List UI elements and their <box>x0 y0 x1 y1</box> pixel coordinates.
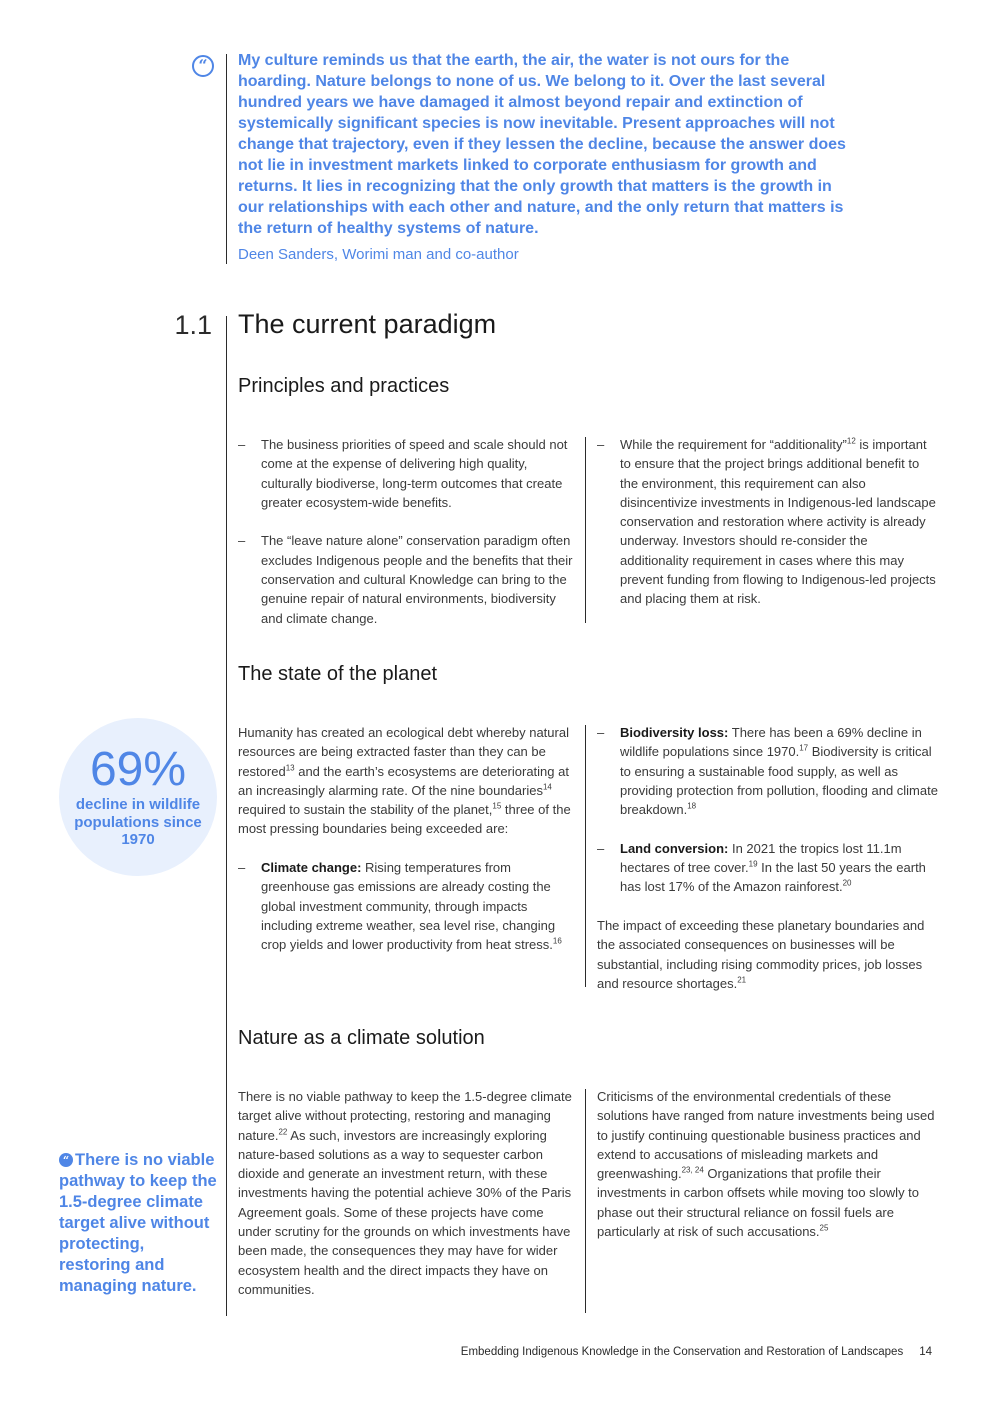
stat-circle <box>59 718 217 876</box>
quote-text: My culture reminds us that the earth, the air, the water is not ours for the hoarding. Nature belongs to none of us. We belong to it. Over the last several hundred years we have damaged it almost beyond repair and extinction of systemically significant species is now inevitable. Present approaches will not change that trajectory, even if they lessen the decline, because the answer does not lie in investment markets linked to corporate enthusiasm for growth and returns. It lies in recognizing that the only growth that matters is the growth in our relationships with each other and nature, and the only return that matters is the return of healthy systems of nature. <box>238 52 846 237</box>
planet-right-column <box>597 723 942 993</box>
list-item: – The business priorities of speed and scale should not come at the expense of delivering high quality, culturally biodiverse, long-term outcomes that create greater ecosystem-wide benefits. <box>238 437 568 510</box>
list-item: – Climate change: Rising temperatures from greenhouse gas emissions are already costing the global investment community, through impacts including extreme weather, sea level rise, changing crop yields and lower productivity from heat stress.$^{16}$ <box>238 860 562 953</box>
planet-heading: The state of the planet <box>238 663 438 685</box>
climate-right-column: Criticisms of the environmental credentials of these solutions have ranged from nature investments being used to justify continuing questionable business practices and extend to accusations of misleading markets and greenwashing.$^{23, 24}$ Organizations that profile their investments in carbon offsets while moving too slowly to phase out their structural reliance on fossil fuels are particularly at risk of such accusations.$^{25}$ <box>597 1089 935 1240</box>
quote-divider <box>226 54 227 264</box>
climate-left-column: There is no viable pathway to keep the 1.5-degree climate target alive without protecting, restoring and managing nature.$^{22}$ As such, investors are increasingly exploring nature-based solutions as a way to sequester carbon dioxide and generate an investment return, with these investments having the potential achieve 30% of the Paris Agreement goals. Some of these projects have come under scrutiny for the grounds on which investments have been made, the consequences they may have for wider ecosystem health and the direct impacts they have on communities. <box>238 1089 572 1297</box>
column-divider <box>585 1089 586 1313</box>
principles-heading: Principles and practices <box>238 375 450 397</box>
footer-title: Embedding Indigenous Knowledge in the Conservation and Restoration of Landscapes <box>460 1346 904 1358</box>
column-divider <box>585 437 586 623</box>
column-divider <box>585 725 586 987</box>
page-number: 14 <box>919 1346 932 1358</box>
climate-solution-heading: Nature as a climate solution <box>238 1027 485 1049</box>
planet-intro: Humanity has created an ecological debt whereby natural resources are being extracted faster than they can be restored$^{13}$ and the earth’s ecosystems are deteriorating at an increasingly alarming rate. Of the nine boundaries$^{14}$ required to sustain the stability of the planet,$^{15}$ three of the most pressing boundaries being exceeded are: <box>238 725 571 837</box>
section-number: 1.1 <box>174 310 212 340</box>
stat-value: 69% <box>89 743 187 796</box>
list-item: – While the requirement for “additionality”$^{12}$ is important to ensure that the project brings additional benefit to the environment, this requirement can also disincentivize investments in Indigenous-led landscape conservation and restoration where activity is already underway. Investors should re-consider the additionality requirement in cases where this may prevent funding from flowing to Indigenous-led projects and placing them at risk. <box>597 436 936 607</box>
principles-right-column <box>597 435 937 609</box>
planet-impact: The impact of exceeding these planetary boundaries and the associated consequences on businesses will be substantial, including rising commodity prices, job losses and resource shortages.$^{21}$ <box>597 917 925 991</box>
quote-icon: “ <box>59 1153 73 1167</box>
quote-author: Deen Sanders, Worimi man and co-author <box>238 246 519 263</box>
pull-quote: “ There is no viable pathway to keep the 1.5-degree climate target alive without protecting, restoring and managing nature. <box>59 1151 217 1295</box>
planet-left-column <box>238 723 578 955</box>
page-footer <box>461 1346 932 1358</box>
section-divider <box>226 316 227 1316</box>
list-item: – Land conversion: In 2021 the tropics lost 11.1m hectares of tree cover.$^{19}$ In the last 50 years the earth has lost 17% of the Amazon rainforest.$^{20}$ <box>597 840 926 895</box>
section-title: The current paradigm <box>238 309 497 339</box>
principles-left-column <box>238 435 578 628</box>
stat-label: decline in wildlife populations since 1970 <box>74 796 202 848</box>
list-item: – The “leave nature alone” conservation paradigm often excludes Indigenous people and the benefits that their conservation and cultural Knowledge can bring to the genuine repair of natural environments, biodiversity and climate change. <box>238 533 573 626</box>
quote-icon: “ <box>192 55 214 77</box>
list-item: – Biodiversity loss: There has been a 69% decline in wildlife populations since 1970.17 Biodiversity is critical to ensuring a sustainable food supply, as well as providing protection from pollution, flooding and climate breakdown.$^{18}$ <box>597 725 938 818</box>
